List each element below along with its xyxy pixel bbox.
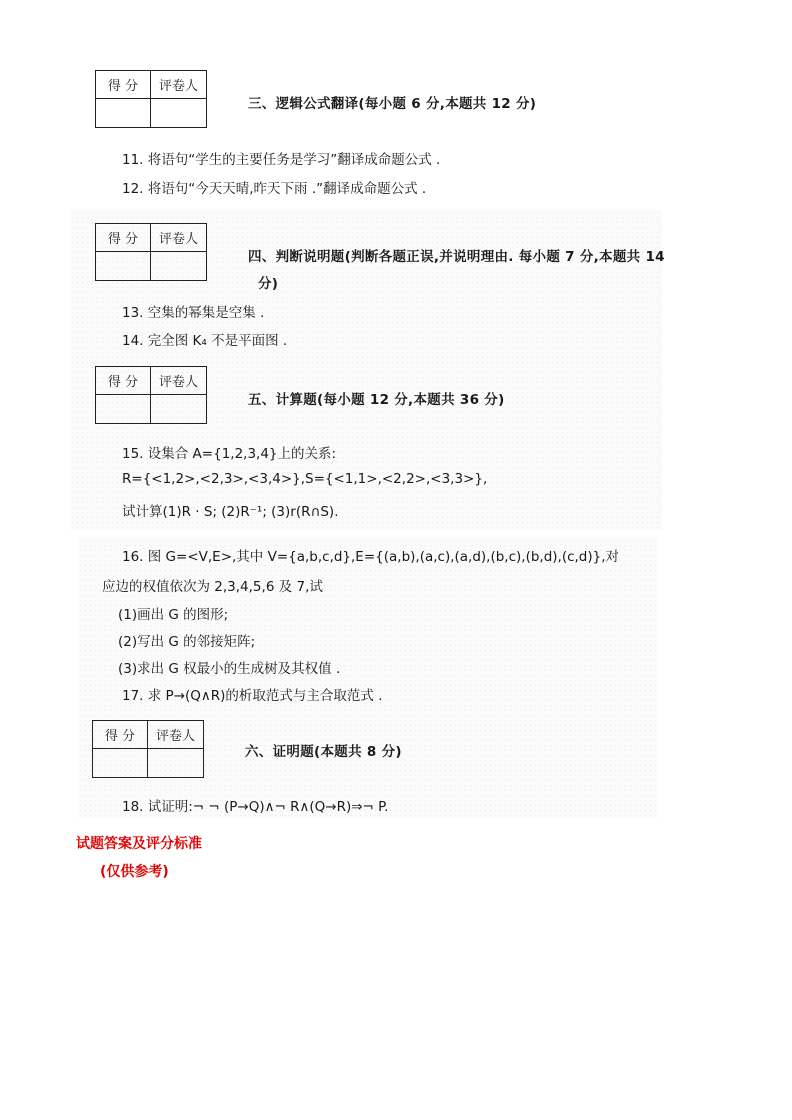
question-11: 11. 将语句“学生的主要任务是学习”翻译成命题公式 . (122, 152, 441, 168)
question-16-part1: (1)画出 G 的图形; (118, 607, 229, 623)
grader-cell (151, 395, 207, 424)
score-cell (96, 395, 151, 424)
score-cell (96, 252, 151, 281)
score-label: 得 分 (93, 721, 148, 749)
grader-label: 评卷人 (151, 367, 207, 395)
section6-title: 六、证明题(本题共 8 分) (245, 744, 402, 760)
question-17: 17. 求 P→(Q∧R)的析取范式与主合取范式 . (122, 688, 383, 704)
question-15-relations: R={<1,2>,<2,3>,<3,4>},S={<1,1>,<2,2>,<3,3>}, (122, 471, 488, 487)
question-12: 12. 将语句“今天天晴,昨天下雨 .”翻译成命题公式 . (122, 181, 427, 197)
grader-label: 评卷人 (151, 71, 207, 99)
answers-title: 试题答案及评分标准 (76, 836, 202, 852)
section3-title: 三、逻辑公式翻译(每小题 6 分,本题共 12 分) (248, 96, 537, 112)
question-15: 15. 设集合 A={1,2,3,4}上的关系: (122, 446, 337, 462)
section4-title-cont: 分) (258, 276, 279, 292)
score-box (95, 70, 207, 128)
score-box (95, 223, 207, 281)
score-label: 得 分 (96, 367, 151, 395)
score-label: 得 分 (96, 71, 151, 99)
question-13: 13. 空集的幂集是空集 . (122, 305, 265, 321)
question-15-tasks: 试计算(1)R · S; (2)R⁻¹; (3)r(R∩S). (122, 504, 339, 520)
section4-title: 四、判断说明题(判断各题正误,并说明理由. 每小题 7 分,本题共 14 (248, 249, 665, 265)
question-18: 18. 试证明:¬ ¬ (P→Q)∧¬ R∧(Q→R)⇒¬ P. (122, 799, 389, 815)
grader-label: 评卷人 (151, 224, 207, 252)
question-16-part3: (3)求出 G 权最小的生成树及其权值 . (118, 661, 341, 677)
grader-cell (148, 749, 204, 778)
score-box (95, 366, 207, 424)
section5-title: 五、计算题(每小题 12 分,本题共 36 分) (248, 392, 505, 408)
question-16: 16. 图 G=<V,E>,其中 V={a,b,c,d},E={(a,b),(a,c),(a,d),(b,c),(b,d),(c,d)},对 (122, 549, 620, 565)
grader-cell (151, 99, 207, 128)
score-box (92, 720, 204, 778)
score-cell (93, 749, 148, 778)
grader-cell (151, 252, 207, 281)
question-16-part2: (2)写出 G 的邻接矩阵; (118, 634, 256, 650)
score-cell (96, 99, 151, 128)
grader-label: 评卷人 (148, 721, 204, 749)
score-label: 得 分 (96, 224, 151, 252)
answers-subtitle: (仅供参考) (100, 864, 169, 880)
question-16-cont: 应边的权值依次为 2,3,4,5,6 及 7,试 (102, 579, 323, 595)
question-14: 14. 完全图 K₄ 不是平面图 . (122, 333, 288, 349)
